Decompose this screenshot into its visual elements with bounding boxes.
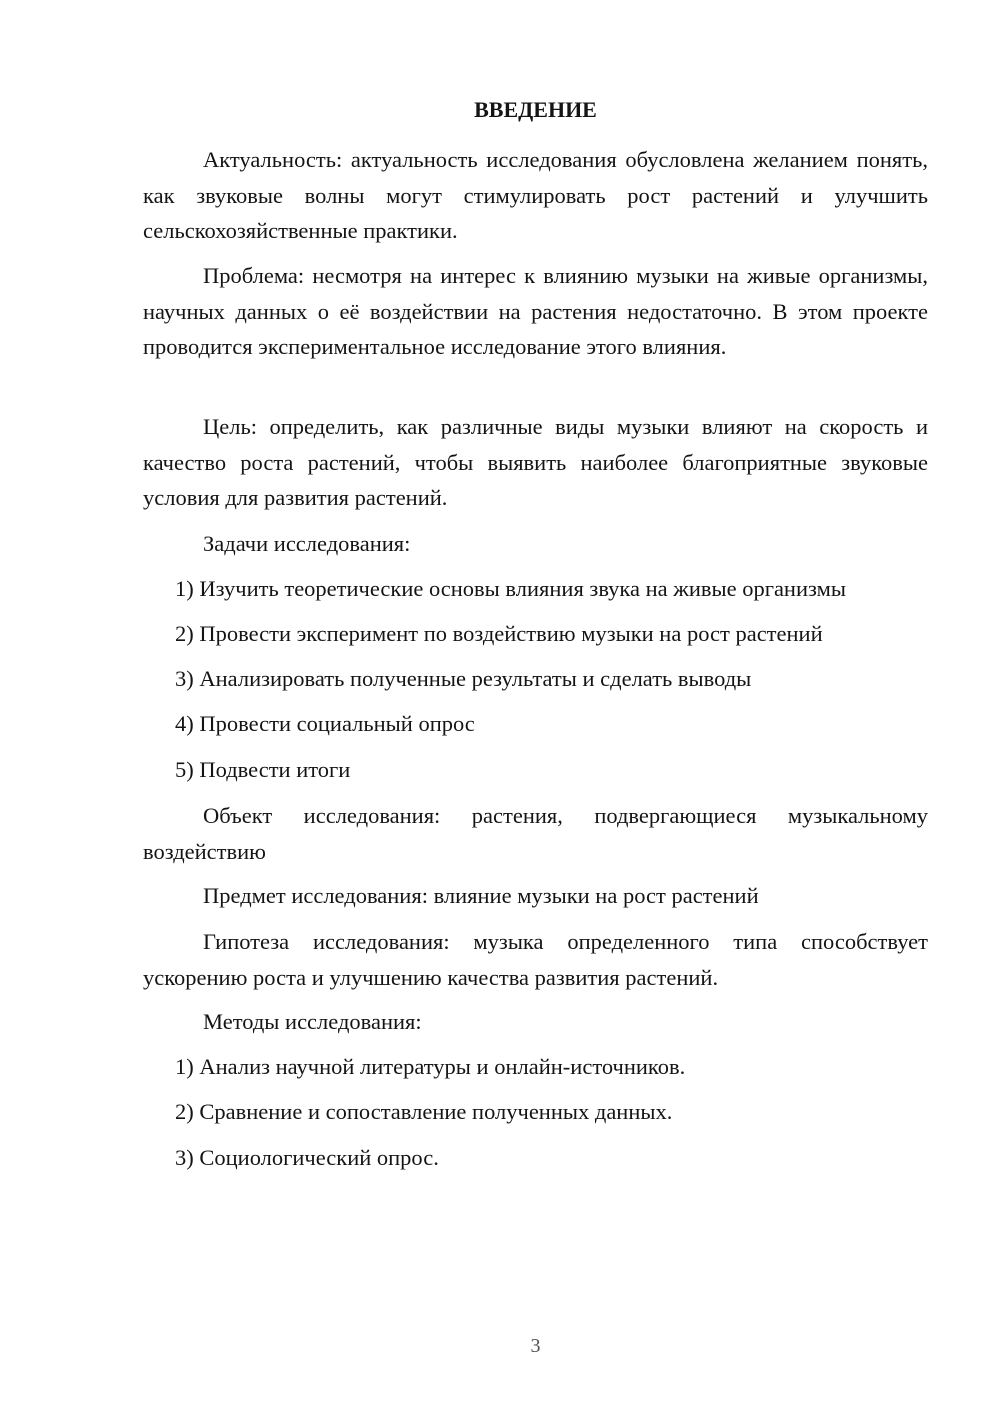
hypothesis-paragraph: Гипотеза исследования: музыка определенного типа способствует ускорению роста и улучшению качества развития растений. <box>143 929 928 990</box>
task-item: 3) Анализировать полученные результаты и сделать выводы <box>175 666 752 691</box>
task-item: 5) Подвести итоги <box>175 757 351 782</box>
task-item: 1) Изучить теоретические основы влияния звука на живые организмы <box>175 576 846 601</box>
tasks-title: Задачи исследования: <box>203 531 411 556</box>
task-item: 2) Провести эксперимент по воздействию музыки на рост растений <box>175 621 823 646</box>
method-item: 2) Сравнение и сопоставление полученных данных. <box>175 1099 673 1124</box>
page-heading: ВВЕДЕНИЕ <box>474 97 597 122</box>
goal-paragraph: Цель: определить, как различные виды музыки влияют на скорость и качество роста растений, чтобы выявить наиболее благоприятные звуковые условия для развития растений. <box>143 414 928 510</box>
object-paragraph: Объект исследования: растения, подвергающиеся музыкальному воздействию <box>143 803 928 864</box>
method-item: 1) Анализ научной литературы и онлайн-источников. <box>175 1054 686 1079</box>
task-item: 4) Провести социальный опрос <box>175 711 475 736</box>
problem-paragraph: Проблема: несмотря на интерес к влиянию музыки на живые организмы, научных данных о её воздействии на растения недостаточно. В этом проекте проводится экспериментальное исследование этого влияния. <box>143 263 928 359</box>
method-item: 3) Социологический опрос. <box>175 1145 439 1170</box>
subject-paragraph: Предмет исследования: влияние музыки на рост растений <box>203 883 759 908</box>
relevance-paragraph: Актуальность: актуальность исследования обусловлена желанием понять, как звуковые волны могут стимулировать рост растений и улучшить сельскохозяйственные практики. <box>143 147 928 243</box>
page-number: 3 <box>530 1335 541 1357</box>
methods-title: Методы исследования: <box>203 1009 422 1034</box>
